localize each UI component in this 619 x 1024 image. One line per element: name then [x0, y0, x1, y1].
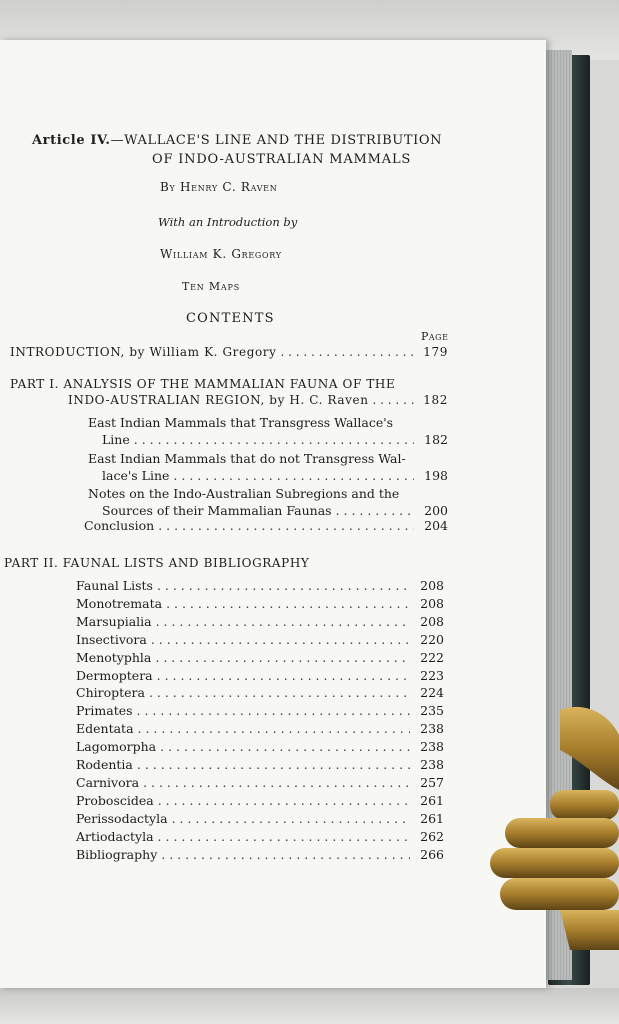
leader-dots — [160, 739, 410, 755]
toc-part1-item2 — [102, 468, 448, 484]
toc-item-label: Artiodactyla — [76, 828, 154, 844]
toc-item-page: 261 — [420, 792, 444, 808]
leader-dots — [137, 757, 410, 773]
toc-item-label: Chiroptera — [76, 685, 145, 701]
leader-dots — [149, 685, 410, 701]
leader-dots — [173, 468, 414, 484]
leader-dots — [158, 793, 410, 809]
toc-item-label: Rodentia — [76, 757, 133, 772]
article-title-line2: OF INDO-AUSTRALIAN MAMMALS — [152, 152, 412, 167]
toc-item-page: 238 — [420, 739, 444, 755]
toc-item-page: 208 — [420, 595, 444, 611]
toc-item-page: 261 — [420, 810, 444, 826]
leader-dots — [156, 614, 410, 630]
toc-part2-item — [76, 793, 444, 809]
toc-part2-item — [76, 811, 444, 827]
toc-item-label: Conclusion — [84, 518, 155, 533]
toc-item-page: 257 — [420, 774, 444, 790]
toc-item-label: Insectivora — [76, 631, 147, 647]
toc-item-label: Marsupialia — [76, 613, 152, 629]
leader-dots — [158, 518, 414, 534]
leader-dots — [373, 392, 414, 408]
toc-part1-item1-line1: East Indian Mammals that Transgress Wallace's — [88, 415, 394, 430]
toc-item-label: Lagomorpha — [76, 739, 157, 755]
toc-part2-item — [76, 703, 444, 719]
leader-dots — [166, 596, 410, 612]
toc-part2-item — [76, 757, 444, 773]
table-surface — [0, 988, 619, 1024]
toc-item-label: Carnivora — [76, 774, 140, 790]
leader-dots — [336, 503, 414, 519]
toc-item-page: 220 — [420, 631, 444, 647]
leader-dots — [172, 811, 410, 827]
toc-part1-label: INDO-AUSTRALIAN REGION, by H. C. Raven — [68, 393, 369, 407]
toc-item-page: 238 — [420, 757, 444, 772]
toc-part1-line1: PART I. ANALYSIS OF THE MAMMALIAN FAUNA OF THE — [10, 377, 396, 391]
toc-item-label: Faunal Lists — [76, 578, 153, 593]
toc-part2-item — [76, 847, 444, 863]
leader-dots — [157, 578, 410, 594]
article-title-line1 — [32, 133, 442, 148]
toc-item-label: lace's Line — [102, 468, 170, 483]
toc-part2-heading: PART II. FAUNAL LISTS AND BIBLIOGRAPHY — [4, 556, 310, 570]
toc-item-label: Proboscidea — [76, 792, 154, 808]
brass-hand-bookend — [490, 700, 619, 950]
leader-dots — [143, 775, 410, 791]
toc-part2-item — [76, 668, 444, 684]
toc-part1 — [68, 392, 448, 408]
toc-part2-item — [76, 632, 444, 648]
toc-item-label: Dermoptera — [76, 667, 153, 683]
introduction-by: With an Introduction by — [158, 215, 298, 229]
toc-item-page: 204 — [424, 518, 448, 533]
toc-item-label: Bibliography — [76, 846, 158, 862]
toc-item-page: 224 — [420, 685, 444, 701]
toc-part1-item3-line1: Notes on the Indo-Australian Subregions and the — [88, 486, 400, 501]
leader-dots — [134, 432, 414, 448]
contents-heading: CONTENTS — [186, 311, 275, 326]
leader-dots — [151, 632, 410, 648]
toc-item-page: 238 — [420, 721, 444, 737]
toc-item-page: 222 — [420, 649, 444, 665]
introduction-author: William K. Gregory — [160, 247, 282, 261]
leader-dots — [138, 721, 410, 737]
toc-item-page: 182 — [424, 432, 448, 447]
leader-dots — [155, 650, 410, 666]
toc-item-label: Primates — [76, 703, 133, 719]
toc-part1-item1 — [102, 432, 448, 448]
toc-part2-item — [76, 829, 444, 845]
toc-item-label: Sources of their Mammalian Faunas — [102, 503, 332, 518]
leader-dots — [281, 344, 414, 360]
toc-item-page: 262 — [420, 828, 444, 844]
toc-part2-item — [76, 739, 444, 755]
toc-item-label: Perissodactyla — [76, 810, 168, 826]
author-line: By Henry C. Raven — [160, 180, 278, 194]
toc-item-page: 223 — [420, 667, 444, 683]
toc-item-page: 235 — [420, 703, 444, 719]
leader-dots — [161, 847, 410, 863]
toc-part2-item — [76, 596, 444, 612]
leader-dots — [137, 703, 410, 719]
toc-part2-item — [76, 775, 444, 791]
article-label: Article IV. — [32, 133, 111, 148]
toc-part2-item — [76, 721, 444, 737]
toc-item-label: Edentata — [76, 721, 134, 737]
toc-item-page: 198 — [424, 468, 448, 483]
toc-item-page: 208 — [420, 613, 444, 629]
toc-item-page: 208 — [420, 578, 444, 593]
leader-dots — [158, 829, 410, 845]
toc-item-page: 266 — [420, 846, 444, 862]
toc-part2-item — [76, 650, 444, 666]
toc-introduction-page: 179 — [423, 345, 448, 359]
toc-part1-item3 — [102, 503, 448, 519]
toc-part1-item2-line1: East Indian Mammals that do not Transgress Wal- — [88, 451, 406, 466]
title-text-1: —WALLACE'S LINE AND THE DISTRIBUTION — [110, 133, 443, 148]
toc-part2-item — [76, 578, 444, 594]
leader-dots — [157, 668, 410, 684]
toc-introduction-label: INTRODUCTION, by William K. Gregory — [10, 345, 277, 359]
page-column-label: Page — [421, 330, 449, 343]
maps-count: Ten Maps — [182, 280, 240, 293]
toc-part2-item — [76, 685, 444, 701]
toc-item-label: Menotyphla — [76, 649, 152, 665]
toc-part2-item — [76, 614, 444, 630]
toc-item-label: Line — [102, 432, 130, 447]
toc-part1-item4 — [84, 518, 448, 534]
toc-part1-page: 182 — [423, 393, 448, 407]
toc-item-label: Monotremata — [76, 595, 163, 611]
toc-item-page: 200 — [424, 503, 448, 518]
toc-introduction — [10, 344, 448, 360]
